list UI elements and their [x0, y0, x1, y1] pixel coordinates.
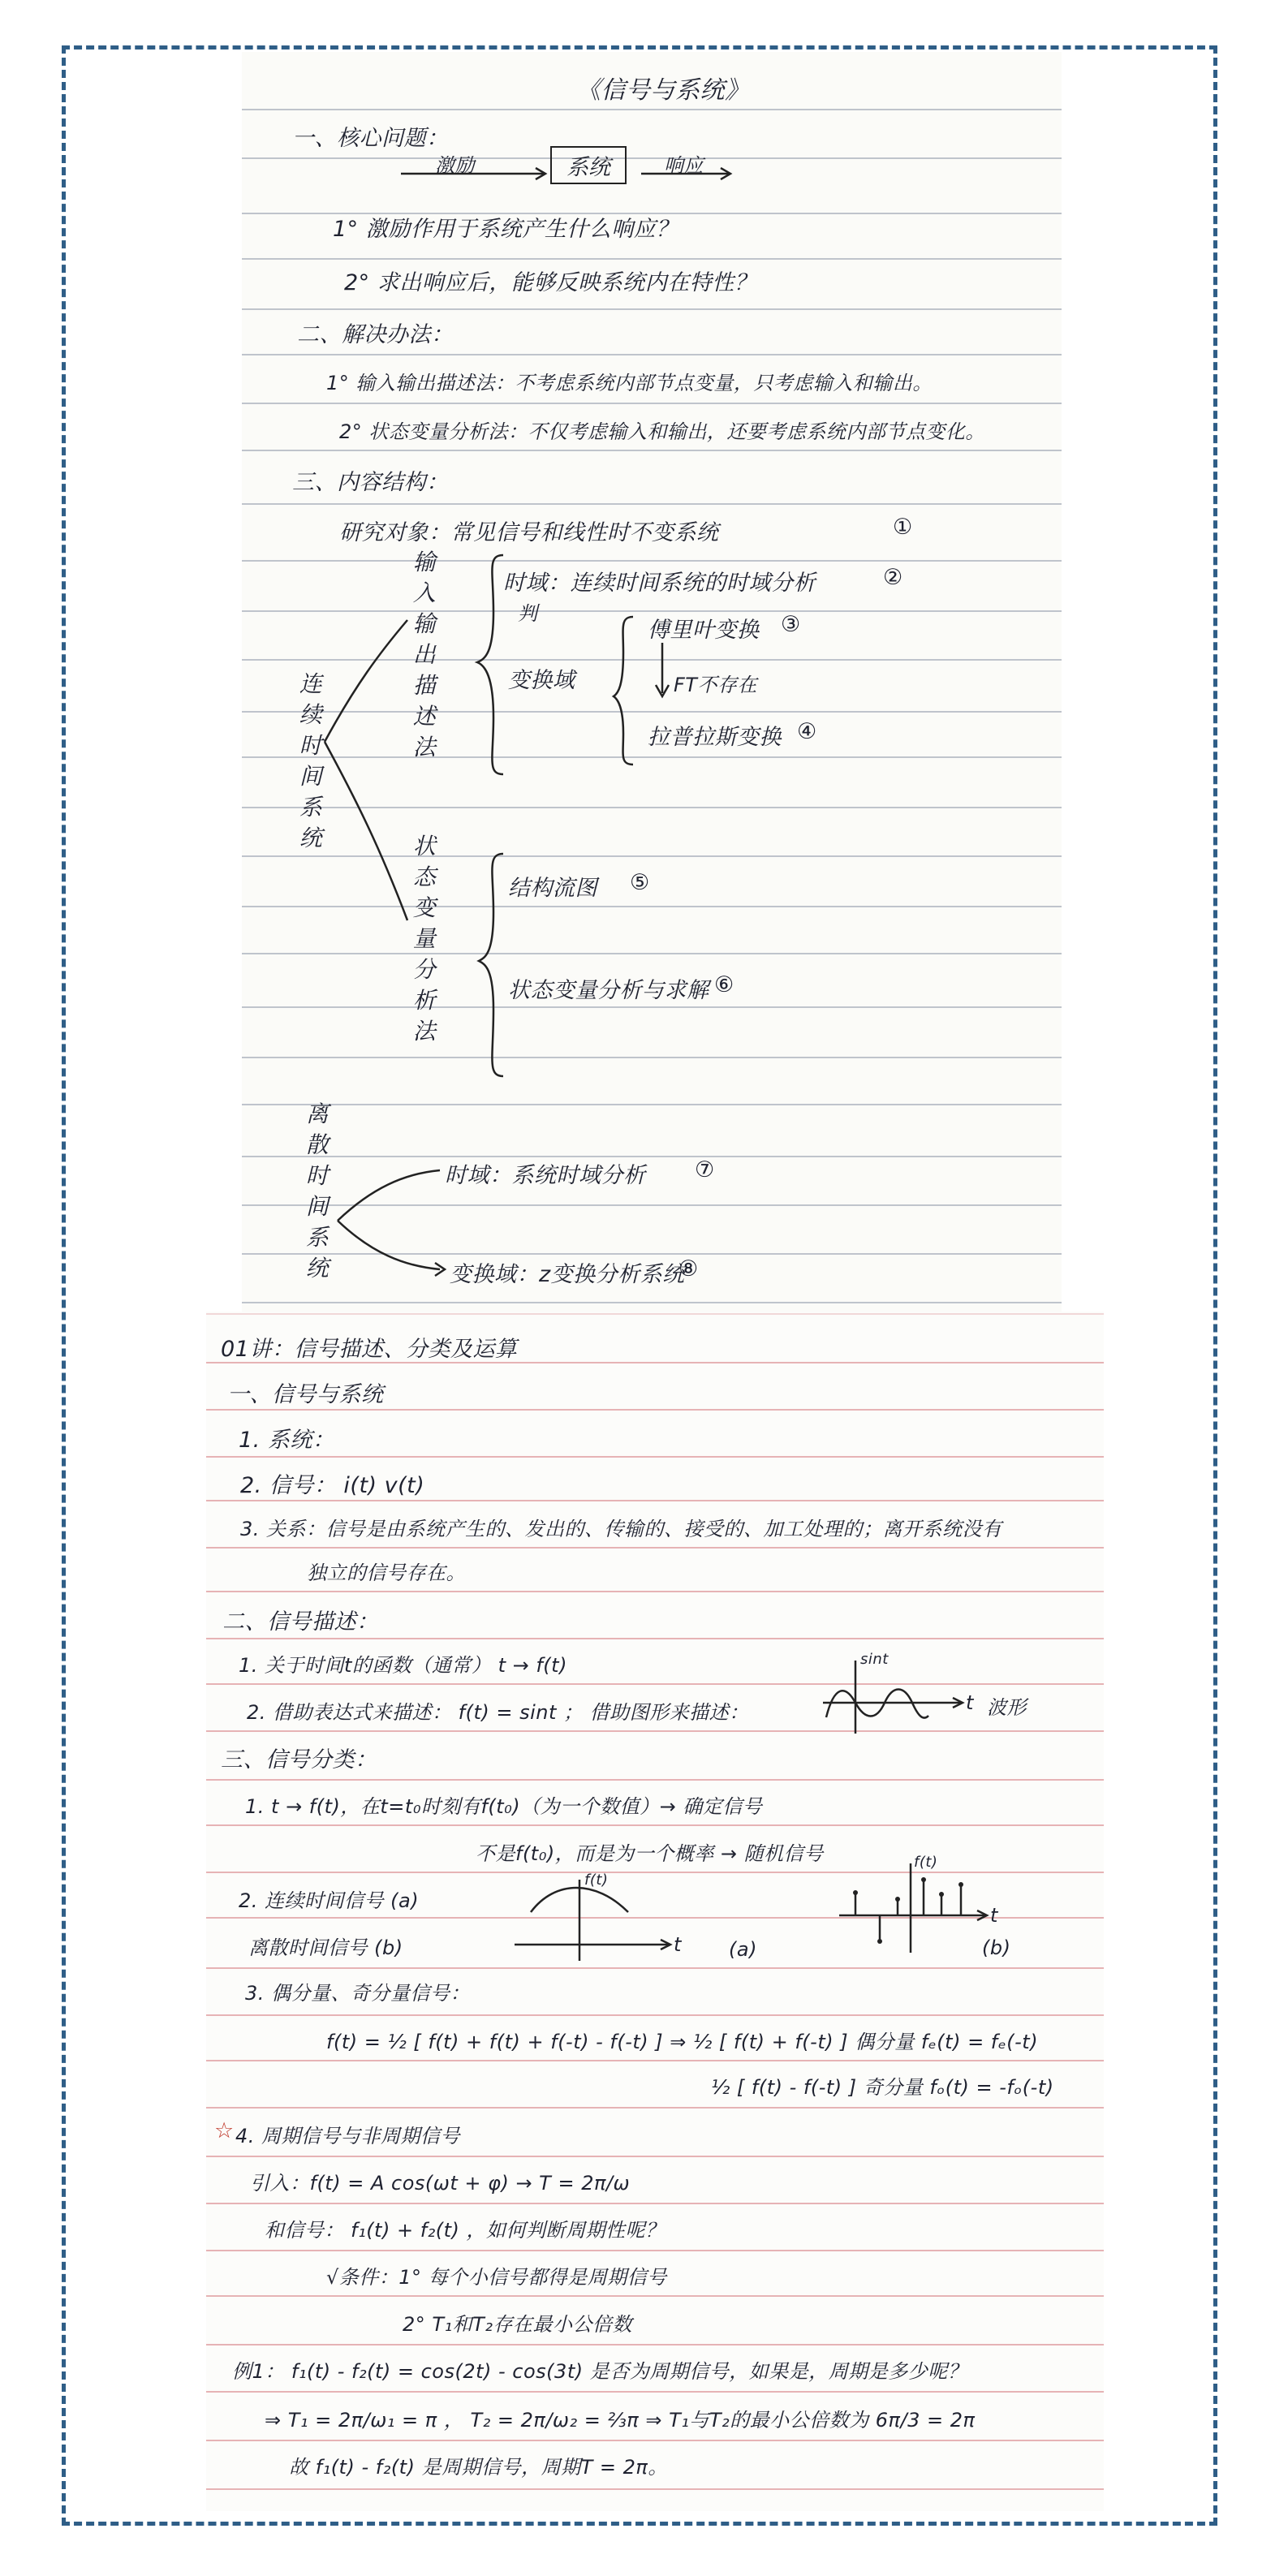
- notebook-page-2: [206, 1312, 1104, 2511]
- class-periodic: 4. 周期信号与非周期信号: [235, 2125, 461, 2147]
- even-odd-eq-2: ½ [ f(t) - f(-t) ] 奇分量 fₒ(t) = -fₒ(-t): [711, 2076, 1054, 2099]
- fig-a-label: (a): [729, 1938, 757, 1961]
- signal-sketches: [206, 1312, 1104, 2511]
- diagram-input-label: 激励: [435, 154, 475, 177]
- marker-8: ⑧: [678, 1256, 699, 1282]
- marker-4: ④: [797, 719, 817, 744]
- heading-signals-systems: 一、信号与系统: [227, 1382, 384, 1407]
- question-1: 1° 激励作用于系统产生什么响应？: [333, 217, 678, 242]
- diagram-output-label: 响应: [664, 154, 704, 177]
- laplace-item: 拉普拉斯变换: [648, 725, 782, 750]
- example-1-conclusion: 故 f₁(t) - f₂(t) 是周期信号，周期T = 2π。: [289, 2456, 668, 2479]
- judge-note: 判: [518, 602, 538, 625]
- tree-braces: [242, 52, 1062, 1342]
- state-method-label: 状态变量分析法: [412, 833, 437, 1045]
- periodic-intro: 引入：f(t) = A cos(ωt + φ) → T = 2π/ω: [250, 2172, 631, 2195]
- example-1-solution: ⇒ T₁ = 2π/ω₁ = π ， T₂ = 2π/ω₂ = ⅔π ⇒ T₁与T₂的最小公倍数为 6π/3 = 2π: [265, 2409, 976, 2432]
- condition-2: 2° T₁和T₂存在最小公倍数: [403, 2313, 632, 2336]
- t-label-a: t: [674, 1933, 682, 1956]
- method-2: 2° 状态变量分析法：不仅考虑输入和输出，还要考虑系统内部节点变化。: [339, 420, 985, 443]
- notebook-page-1: [242, 52, 1062, 1342]
- continuous-ft-label: f(t): [584, 1872, 609, 1889]
- example-1: 例1： f₁(t) - f₂(t) = cos(2t) - cos(3t) 是否为周期信号，如果是，周期是多少呢？: [232, 2360, 968, 2383]
- structure-flow-item: 结构流图: [508, 876, 597, 901]
- ft-not-exist-note: FT不存在: [674, 674, 757, 696]
- diagram-system-box: 系统: [550, 146, 627, 184]
- question-2: 2° 求出响应后，能够反映系统内在特性？: [344, 270, 757, 295]
- class-continuous: 2. 连续时间信号 (a): [239, 1889, 420, 1912]
- time-domain-item: 时域：连续时间系统的时域分析: [503, 571, 816, 596]
- section-3-heading: 三、内容结构：: [292, 470, 449, 495]
- transform-domain-label: 变换域: [508, 668, 575, 693]
- marker-5: ⑤: [630, 870, 650, 895]
- state-solve-item: 状态变量分析与求解: [508, 978, 709, 1003]
- wave-t-label: t: [966, 1691, 974, 1714]
- item-relation-cont: 独立的信号存在。: [307, 1562, 466, 1584]
- section-2-heading: 二、解决办法：: [297, 322, 454, 347]
- class-even-odd: 3. 偶分量、奇分量信号：: [245, 1982, 471, 2005]
- desc-expression: 2. 借助表达式来描述： f(t) = sint ； 借助图形来描述：: [247, 1701, 749, 1724]
- wave-label: 波形: [987, 1696, 1027, 1719]
- item-system: 1. 系统：: [239, 1428, 335, 1453]
- method-1: 1° 输入输出描述法：不考虑系统内部节点变量，只考虑输入和输出。: [326, 372, 933, 394]
- lecture-title: 01讲：信号描述、分类及运算: [221, 1337, 518, 1362]
- io-method-label: 输入输出描述法: [412, 549, 437, 760]
- marker-7: ⑦: [695, 1157, 715, 1182]
- class-deterministic: 1. t → f(t)，在t=t₀时刻有f(t₀)（为一个数值）→ 确定信号: [245, 1795, 763, 1818]
- marker-6: ⑥: [714, 972, 734, 997]
- marker-3: ③: [781, 612, 801, 637]
- discrete-transform-item: 变换域：z变换分析系统: [450, 1262, 685, 1287]
- desc-function: 1. 关于时间t的函数（通常） t → f(t): [239, 1654, 567, 1677]
- sum-signal: 和信号： f₁(t) + f₂(t) ，如何判断周期性呢？: [265, 2219, 666, 2242]
- even-odd-eq-1: f(t) = ½ [ f(t) + f(t) + f(-t) - f(-t) ] ⇒ ½ [ f(t) + f(-t) ] 偶分量 fₑ(t) = fₑ(-t): [326, 2031, 1039, 2053]
- research-object: 研究对象：常见信号和线性时不变系统: [339, 520, 719, 545]
- class-discrete: 离散时间信号 (b): [248, 1936, 403, 1959]
- section-1-heading: 一、核心问题：: [292, 126, 449, 151]
- star-mark: ☆: [214, 2118, 235, 2143]
- class-random: 不是f(t₀)，而是为一个概率 → 随机信号: [476, 1842, 824, 1865]
- discrete-time-domain-item: 时域：系统时域分析: [445, 1163, 646, 1188]
- sint-label: sint: [860, 1651, 889, 1668]
- marker-2: ②: [883, 565, 903, 590]
- item-relation: 3. 关系：信号是由系统产生的、发出的、传输的、接受的、加工处理的；离开系统没有: [240, 1518, 1002, 1540]
- condition-1: √条件：1° 每个小信号都得是周期信号: [326, 2266, 667, 2289]
- t-label-b: t: [990, 1904, 998, 1927]
- item-signal: 2. 信号： i(t) v(t): [240, 1473, 425, 1498]
- discrete-ft-label: f(t): [914, 1854, 938, 1871]
- heading-signal-description: 二、信号描述：: [222, 1609, 379, 1635]
- continuous-system-label: 连续时间系统: [299, 670, 323, 851]
- marker-1: ①: [893, 515, 913, 540]
- page-title: 《信号与系统》: [576, 76, 750, 105]
- discrete-system-label: 离散时间系统: [305, 1101, 330, 1282]
- fourier-item: 傅里叶变换: [648, 618, 760, 643]
- heading-classification: 三、信号分类：: [221, 1747, 377, 1773]
- fig-b-label: (b): [982, 1936, 1011, 1959]
